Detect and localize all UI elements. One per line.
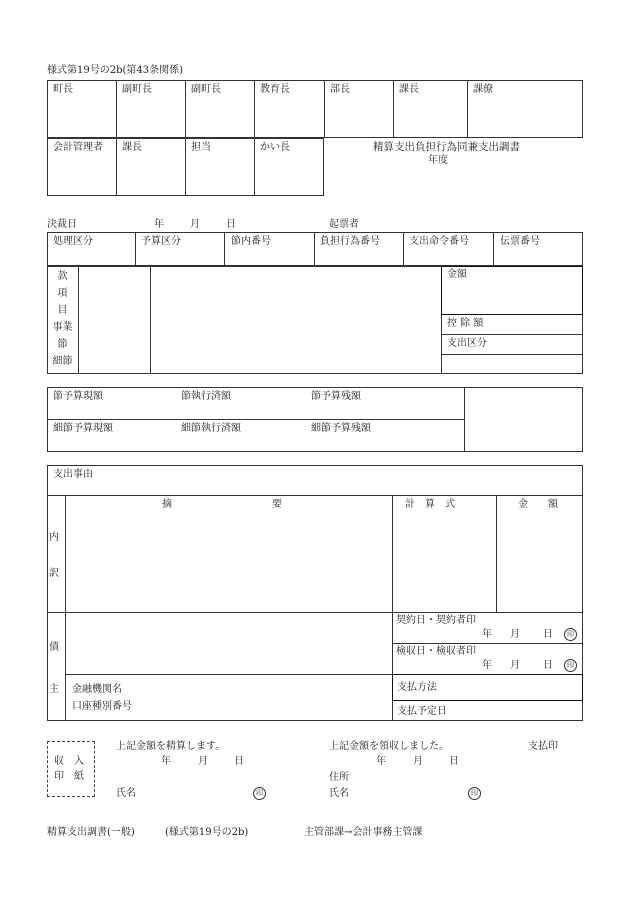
- budget-item-saisetsu: 細節: [52, 356, 73, 367]
- footer-form-number: (様式第19号の2b): [165, 827, 249, 838]
- summary-header: 摘 要: [162, 499, 282, 510]
- budget-category-label: 予算区分: [141, 236, 181, 247]
- approval-cell-chief: 課長: [122, 142, 142, 153]
- approval-cell-education-chief: 教育長: [260, 84, 290, 95]
- deduction-label: 控 除 額: [447, 318, 484, 329]
- payment-reason-label: 支出事由: [53, 469, 93, 480]
- receipt-statement: 上記金額を領収しました。: [329, 741, 449, 752]
- decision-year: 年: [154, 219, 164, 230]
- receipt-name-label: 氏名: [329, 788, 349, 799]
- footer-routing: 主管部課→会計事務主管課: [304, 827, 423, 838]
- approval-cell-staff: 課僚: [473, 84, 493, 95]
- commitment-number-label: 負担行為番号: [320, 236, 380, 247]
- form-label: 様式第19号の2b(第43条関係): [47, 65, 184, 76]
- formula-header: 計 算 式: [405, 499, 455, 510]
- budget-item-kou: 項: [57, 288, 68, 299]
- inspection-month: 月: [510, 660, 520, 671]
- approval-cell-dept-head: 部長: [330, 84, 350, 95]
- approval-cell-deputy-mayor-2: 副町長: [191, 84, 221, 95]
- settlement-day: 日: [234, 756, 244, 767]
- scheduled-payment-date-label: 支払予定日: [397, 706, 447, 717]
- subsection-remaining-label: 細節予算残額: [311, 423, 371, 434]
- budget-item-moku: 目: [57, 305, 68, 316]
- amount-header: 金 額: [518, 499, 558, 510]
- approval-cell-town-mayor: 町長: [53, 84, 73, 95]
- decision-date-label: 決裁日: [47, 219, 77, 230]
- section-budget-current-label: 節予算現額: [53, 391, 103, 402]
- creditor-label-top: 債: [49, 642, 59, 653]
- footer-title: 精算支出調書(一般): [47, 827, 135, 838]
- payment-category-label: 支出区分: [447, 338, 487, 349]
- decision-day: 日: [226, 219, 236, 230]
- payment-method-label: 支払方法: [397, 682, 437, 693]
- settlement-year: 年: [161, 756, 171, 767]
- decision-month: 月: [190, 219, 200, 230]
- creditor-label-bottom: 主: [49, 684, 59, 695]
- budget-item-project: 事業: [52, 322, 73, 333]
- settlement-month: 月: [198, 756, 208, 767]
- contract-label: 契約日・契約者印: [396, 615, 476, 626]
- budget-item-setsu: 節: [57, 339, 68, 350]
- section-executed-label: 節執行済額: [181, 391, 231, 402]
- settlement-statement: 上記金額を精算します。: [116, 741, 226, 752]
- receipt-seal-icon: 印: [468, 787, 481, 800]
- document-title: 精算支出負担行為同兼支出調書: [373, 141, 520, 153]
- breakdown-label-bottom: 訳: [49, 568, 59, 579]
- inspection-day: 日: [543, 660, 553, 671]
- amount-label: 金額: [447, 269, 467, 280]
- contract-seal-icon: 印: [564, 628, 577, 641]
- bank-name-label: 金融機関名: [72, 684, 122, 695]
- revenue-stamp-box: [47, 741, 95, 797]
- receipt-day: 日: [449, 756, 459, 767]
- settlement-name-label: 氏名: [116, 788, 136, 799]
- receipt-month: 月: [413, 756, 423, 767]
- budget-item-kan: 款: [57, 271, 68, 282]
- inspection-seal-icon: 印: [564, 659, 577, 672]
- subsection-executed-label: 細節執行済額: [181, 423, 241, 434]
- breakdown-label-top: 内: [49, 532, 59, 543]
- approval-cell-kai-chief: かい長: [260, 142, 290, 153]
- processing-category-label: 処理区分: [53, 236, 93, 247]
- approval-cell-in-charge: 担当: [191, 142, 211, 153]
- contract-day: 日: [543, 629, 553, 640]
- receipt-address-label: 住所: [329, 772, 349, 783]
- payment-order-number-label: 支出命令番号: [409, 236, 469, 247]
- approval-cell-section-chief: 課長: [399, 84, 419, 95]
- approval-cell-accounting-manager: 会計管理者: [53, 142, 103, 153]
- contract-month: 月: [510, 629, 520, 640]
- contract-year: 年: [482, 629, 492, 640]
- settlement-seal-icon: 印: [253, 787, 266, 800]
- slip-number-label: 伝票番号: [500, 236, 540, 247]
- inspection-label: 検収日・検収者印: [396, 646, 476, 657]
- payment-seal-label: 支払印: [528, 741, 558, 752]
- section-remaining-label: 節予算残額: [311, 391, 361, 402]
- section-number-label: 節内番号: [231, 236, 271, 247]
- account-type-label: 口座種別番号: [72, 701, 132, 712]
- subsection-budget-current-label: 細節予算現額: [53, 423, 113, 434]
- approval-cell-deputy-mayor: 副町長: [122, 84, 152, 95]
- drafter-label: 起票者: [329, 219, 359, 230]
- receipt-year: 年: [376, 756, 386, 767]
- revenue-stamp-line1: 収 入: [54, 756, 84, 767]
- fiscal-year-label: 年度: [428, 155, 448, 166]
- revenue-stamp-line2: 印 紙: [54, 771, 84, 782]
- inspection-year: 年: [482, 660, 492, 671]
